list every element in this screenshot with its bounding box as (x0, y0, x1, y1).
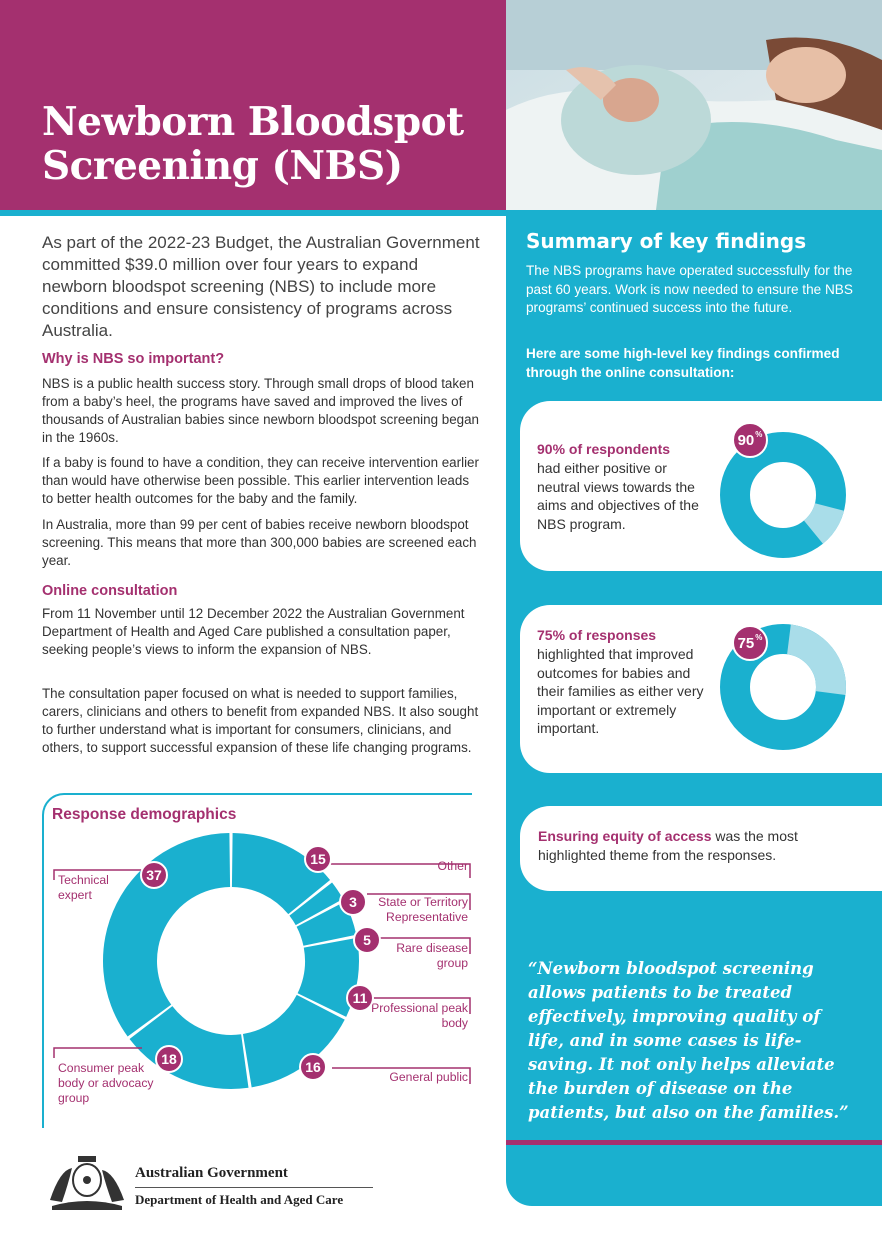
summary-text: The NBS programs have operated successfully for the past 60 years. Work is now needed to ensure the NBS programs’ continued success into the future. (526, 263, 853, 315)
badge-other: 15 (304, 845, 332, 873)
label-consumer-peak-body: Consumer peak body or advocacy group (58, 1061, 154, 1105)
badge-general-public: 16 (299, 1053, 327, 1081)
intro-paragraph: As part of the 2022-23 Budget, the Australian Government committed $39.0 million over four years to expand newborn bloodspot screening (NBS) to include more conditions and ensure consistency of programs across Australia. (42, 233, 480, 340)
label-state-representative: State or Territory Representative (378, 895, 468, 924)
finding-1-badge-percent: % (755, 430, 763, 439)
equity-text (538, 827, 868, 865)
badge-consumer-peak-body: 18 (155, 1045, 183, 1073)
label-rare-disease-group: Rare disease group (396, 941, 468, 970)
label-other: Other (437, 859, 468, 873)
finding-2-text: highlighted that improved outcomes for babies and their families as either very important or extremely important. (537, 646, 704, 736)
finding-2-badge-percent: % (755, 633, 763, 642)
title-line-2: Screening (NBS) (42, 143, 403, 189)
demographics-title: Response demographics (52, 806, 237, 823)
summary-subheading: Here are some high-level key findings confirmed through the online consultation: (526, 346, 840, 380)
equity-rest: was the most highlighted theme from the responses. (538, 828, 798, 863)
finding-1-badge (732, 422, 768, 458)
quote-underline (506, 1140, 882, 1145)
coat-of-arms-logo (42, 1150, 132, 1212)
department-name: Department of Health and Aged Care (135, 1192, 344, 1207)
summary-title: Summary of key findings (526, 229, 807, 253)
testimonial-quote: “Newborn bloodspot screening allows patients to be treated effectively, improving quality of life, and in some cases is life-saving. It not only helps alleviate the burden of disease on the patients, but also on the families.” (528, 959, 849, 1122)
equity-bold: Ensuring equity of access (538, 828, 712, 844)
government-name: Australian Government (135, 1165, 288, 1181)
finding-1-heading: 90% of respondents (537, 441, 671, 457)
finding-1-badge-value: 90 (737, 431, 755, 449)
badge-professional-peak-body: 11 (346, 984, 374, 1012)
label-general-public: General public (389, 1070, 468, 1084)
badge-rare-disease-group: 5 (353, 926, 381, 954)
why-paragraph-3: In Australia, more than 99 per cent of babies receive newborn bloodspot screening. This means that more than 300,000 babies are screened each year. (42, 517, 477, 568)
footer-rule (135, 1187, 373, 1188)
finding-1-text: had either positive or neutral views towards the aims and objectives of the NBS program. (537, 460, 699, 532)
title-line-1: Newborn Bloodspot (42, 99, 464, 145)
why-heading: Why is NBS so important? (42, 351, 225, 367)
finding-2-heading: 75% of responses (537, 627, 657, 643)
page-title (42, 100, 502, 188)
finding-2-badge-value: 75 (737, 634, 755, 652)
consultation-paragraph-2: The consultation paper focused on what is needed to support families, carers, clinicians and others to benefit from expanded NBS. It also sought to further understand what is important for consumers, clinicians, and others, to support successful expansion of these life changing programs. (42, 686, 479, 755)
hero-photo (506, 0, 882, 210)
consultation-paragraph-1: From 11 November until 12 December 2022 the Australian Government Department of Health and Aged Care published a consultation paper, seeking people’s views to inform the expansion of NBS. (42, 606, 465, 657)
label-technical-expert: Technical expert (58, 873, 109, 902)
badge-state-representative: 3 (339, 888, 367, 916)
finding-2-badge (732, 625, 768, 661)
badge-technical-expert: 37 (140, 861, 168, 889)
why-paragraph-2: If a baby is found to have a condition, they can receive intervention earlier than would have otherwise been possible. This earlier intervention leads to better health outcomes for the baby and the family. (42, 455, 479, 506)
consultation-heading: Online consultation (42, 583, 178, 599)
label-professional-peak-body: Professional peak body (371, 1001, 468, 1030)
why-paragraph-1: NBS is a public health success story. Through small drops of blood taken from a baby’s heel, the programs have saved and improved the lives of thousands of Australian babies since newborn bloodspot screening began in the 1960s. (42, 376, 479, 445)
